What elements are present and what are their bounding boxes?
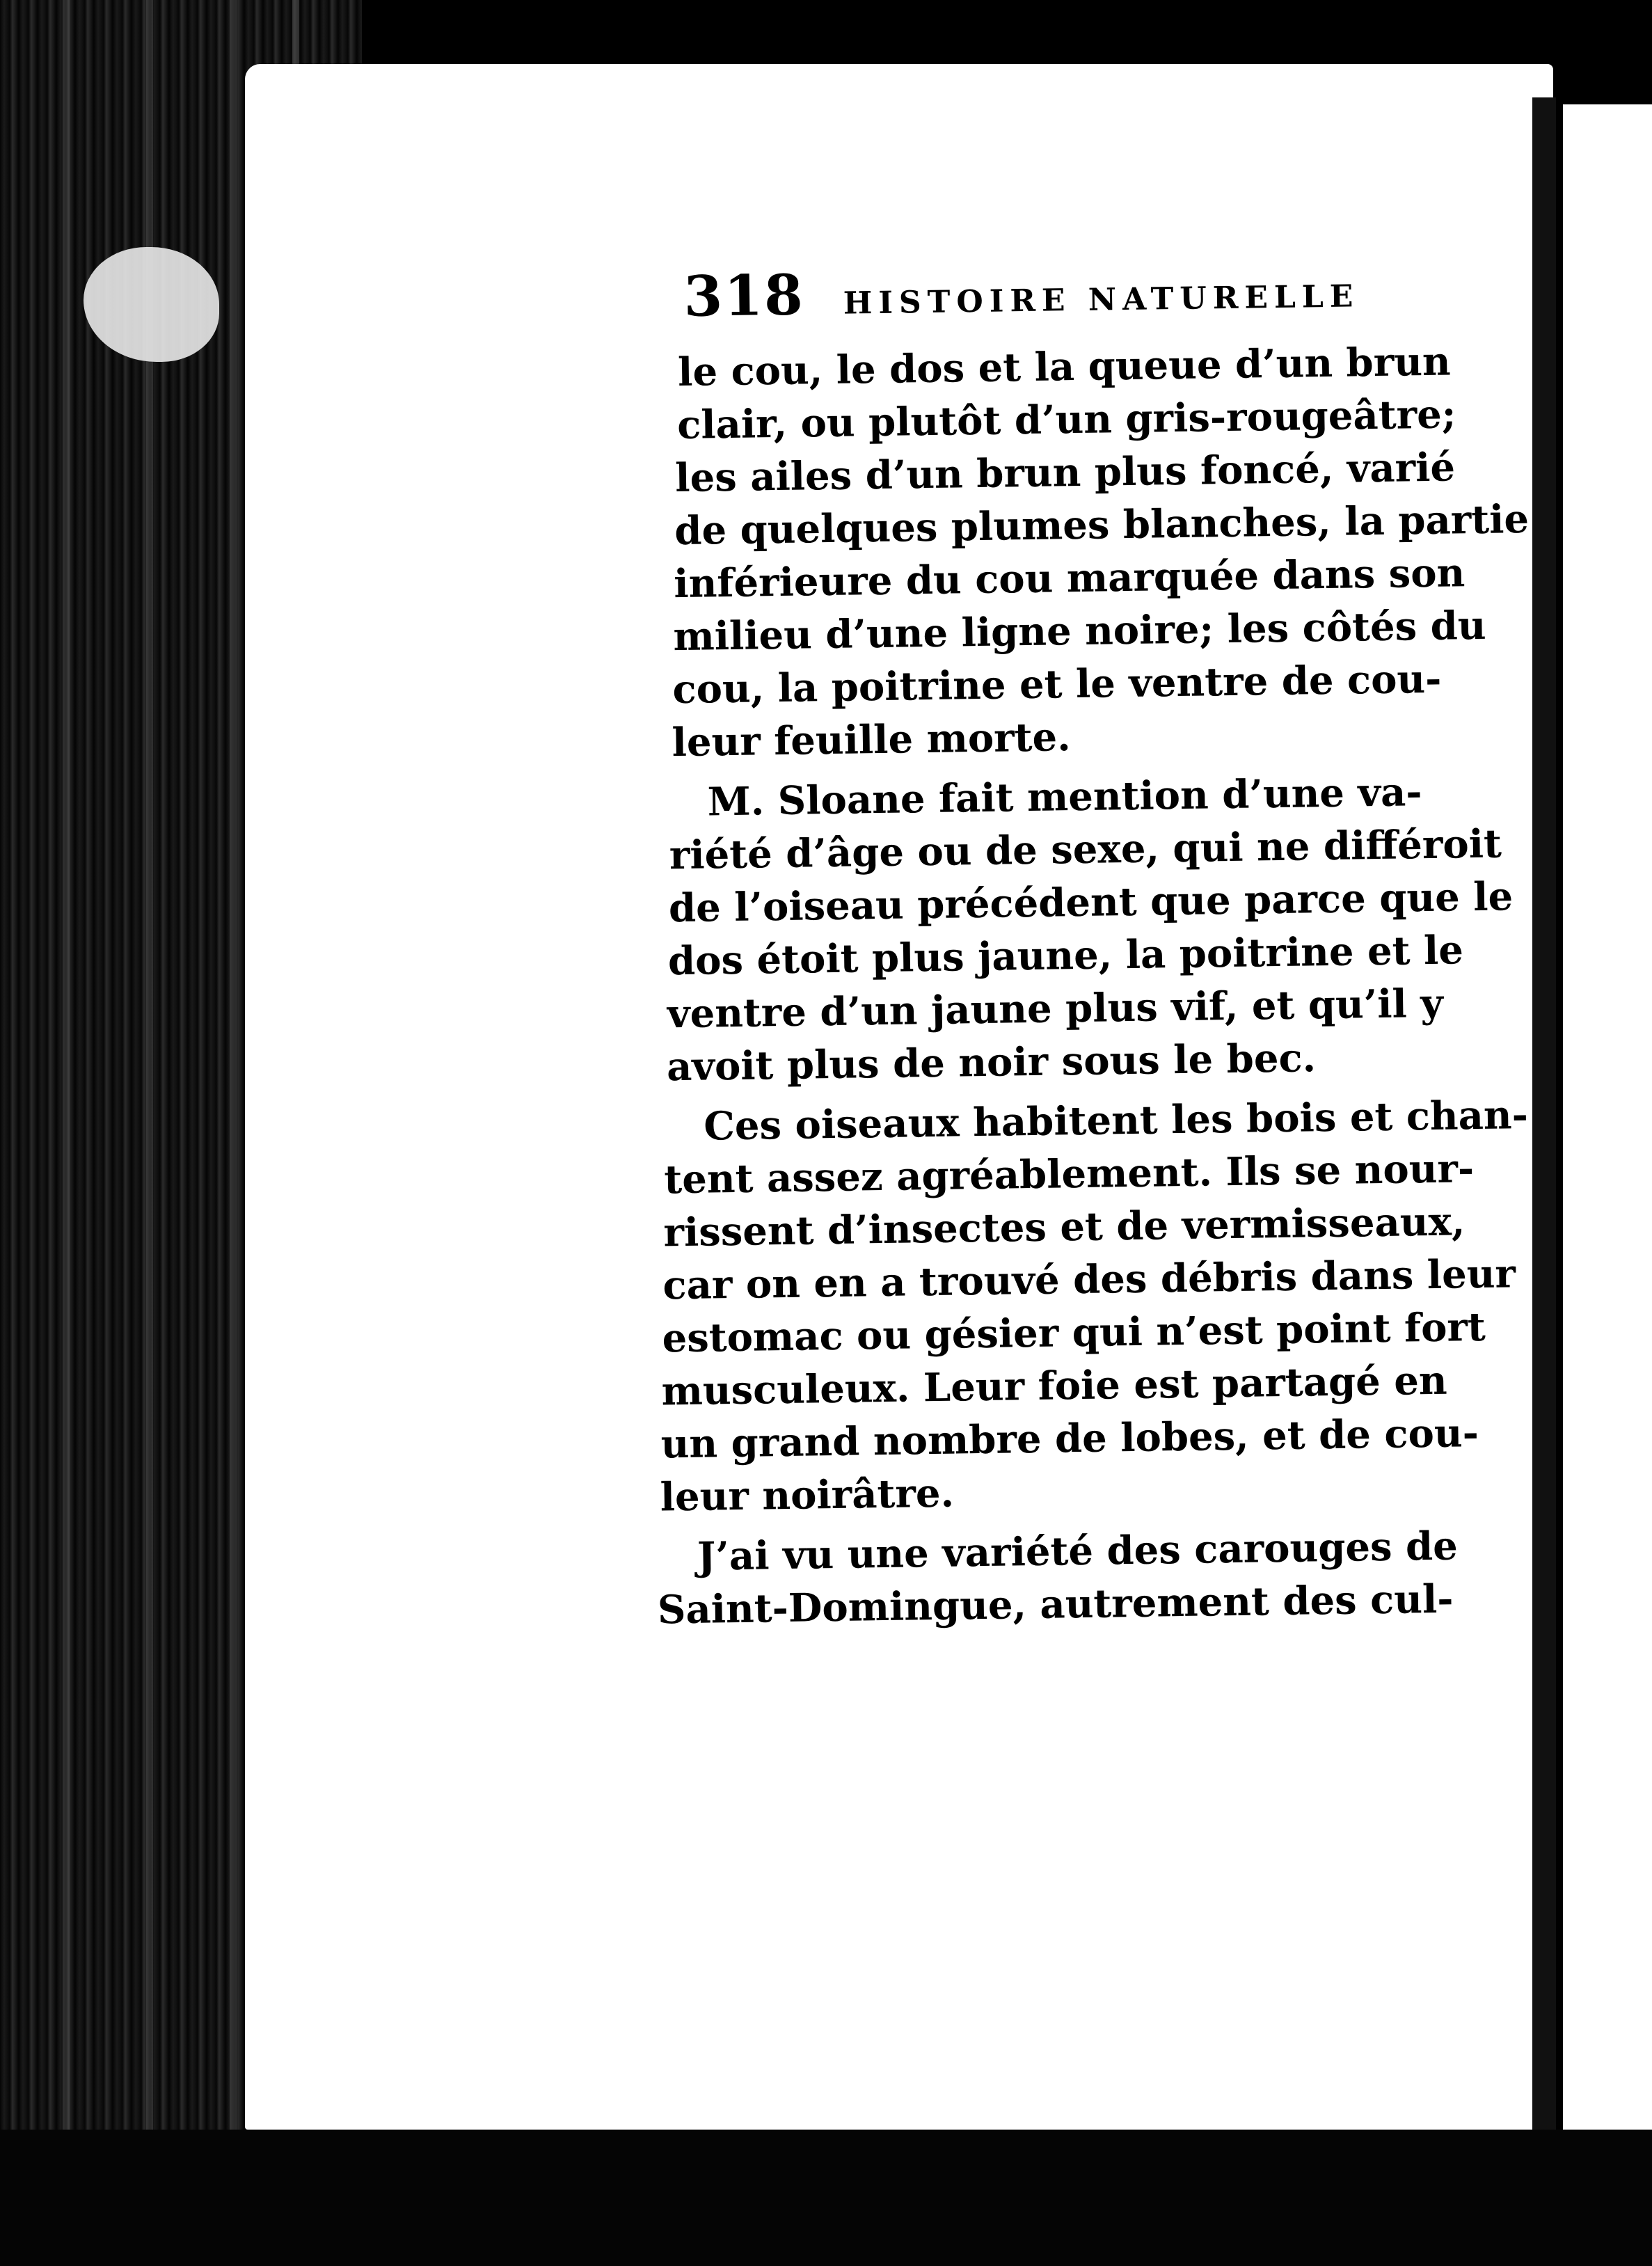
text-line: musculeux. Leur foie est partagé en (661, 1357, 1448, 1415)
text-line: clair, ou plutôt d’un gris-rougeâtre; (676, 391, 1456, 448)
text-line: de quelques plumes blanches, la partie (674, 496, 1530, 555)
text-line: Ces oiseaux habitent les bois et chan- (703, 1092, 1529, 1150)
text-line: un grand nombre de lobes, et de cou- (660, 1410, 1479, 1468)
text-line: riété d’âge ou de sexe, qui ne différoit (669, 821, 1502, 879)
page-text (626, 253, 1530, 1637)
text-line: estomac ou gésier qui n’est point fort (662, 1304, 1486, 1362)
text-line: Saint-Domingue, autrement des cul- (657, 1576, 1454, 1633)
text-line: ventre d’un jaune plus vif, et qu’il y (667, 980, 1444, 1038)
text-line: leur feuille morte. (672, 714, 1072, 766)
text-line: dos étoit plus jaune, la poitrine et le (667, 927, 1464, 985)
text-line: cou, la poitrine et le ventre de cou- (672, 656, 1442, 713)
text-line: les ailes d’un brun plus foncé, varié (674, 444, 1456, 502)
text-line: inférieure du cou marquée dans son (673, 550, 1466, 608)
binding-streak (230, 0, 237, 2266)
text-line: le cou, le dos et la queue d’un brun (677, 338, 1452, 395)
text-line: J’ai vu une variété des carouges de (697, 1523, 1459, 1580)
running-head (626, 253, 1463, 347)
text-line: rissent d’insectes et de vermisseaux, (662, 1198, 1466, 1256)
text-line: milieu d’une ligne noire; les côtés du (673, 602, 1486, 660)
binding-streak (63, 0, 70, 2266)
running-title: HISTOIRE NATURELLE (843, 278, 1360, 322)
page-gutter-shadow (1532, 97, 1556, 2157)
text-line: M. Sloane fait mention d’une va- (707, 769, 1422, 825)
text-line: tent assez agréablement. Ils se nour- (663, 1146, 1475, 1203)
text-line: car on en a trouvé des débris dans leur (662, 1251, 1516, 1309)
scan-bottom-margin (0, 2130, 1652, 2266)
text-line: de l’oiseau précédent que parce que le (668, 873, 1514, 932)
text-line: leur noirâtre. (660, 1470, 955, 1521)
page-number: 318 (683, 262, 805, 329)
text-line: avoit plus de noir sous le bec. (666, 1035, 1317, 1091)
facing-page-edge (1563, 104, 1652, 2150)
